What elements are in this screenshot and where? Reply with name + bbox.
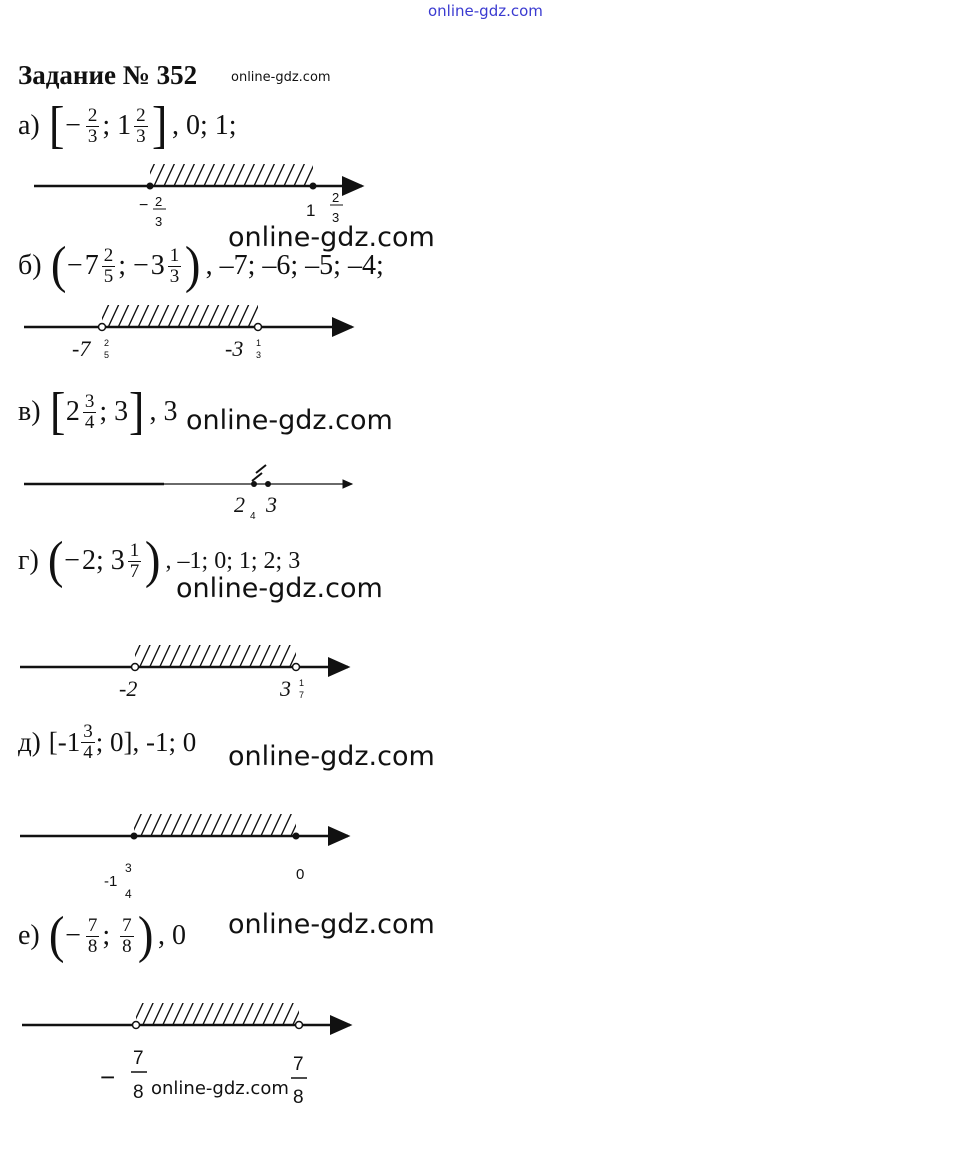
axis-b-right-whole: -3	[225, 336, 244, 361]
right-whole: 3	[114, 396, 129, 427]
axis-d-right-whole: 3	[280, 676, 291, 701]
closed-point-left	[131, 833, 138, 840]
axis-b-right-num: 1	[256, 338, 262, 348]
right-whole: 1	[117, 110, 132, 141]
close-bracket: )	[137, 907, 154, 964]
open-point-right	[293, 664, 300, 671]
left-sign: −	[64, 545, 80, 576]
task-c-label: в)	[18, 396, 41, 427]
right-fraction: $\frac{2}{3}$	[136, 104, 146, 147]
axis-e-left-den: 4	[125, 887, 132, 901]
axis-a-left-sign: −	[139, 197, 149, 214]
axis-a-right-num: 2	[332, 190, 340, 205]
watermark-f-axis: online-gdz.com	[151, 1078, 289, 1099]
open-bracket: (	[47, 532, 64, 589]
left-fraction: $\frac{3}{4}$	[83, 721, 93, 763]
left-text: [-1	[48, 726, 81, 757]
left-sign: −	[66, 250, 83, 281]
right-whole: 3	[110, 545, 125, 576]
watermark-d: online-gdz.com	[176, 573, 383, 604]
number-line-f	[22, 1003, 350, 1108]
watermark-e: online-gdz.com	[228, 741, 435, 772]
axis-d-right-den: 7	[299, 690, 305, 700]
axis-f-right-num: 7	[293, 1054, 304, 1075]
closed-point-right	[310, 183, 317, 190]
axis-f-left-den: 8	[133, 1082, 144, 1103]
axis-f-right-den: 8	[293, 1087, 304, 1108]
right-fraction: $\frac{7}{8}$	[122, 914, 132, 957]
task-f-expression: е) ( − $\frac{7}{8}$ ; $\frac{7}{8}$ ) , 0	[18, 907, 186, 964]
axis-e-left-whole: -1	[104, 873, 118, 890]
axis-a-left-den: 3	[155, 214, 163, 229]
right-fraction: $\frac{1}{7}$	[129, 539, 140, 582]
close-bracket: ]	[129, 383, 145, 440]
watermark-a: online-gdz.com	[228, 222, 435, 253]
left-fraction: $\frac{3}{4}$	[84, 390, 95, 433]
hatched-region	[135, 645, 296, 667]
axis-c-left-sub: 4	[250, 511, 256, 522]
task-d-label: г)	[18, 545, 39, 576]
task-a-integers: , 0; 1;	[172, 110, 237, 141]
task-d-integers: , –1; 0; 1; 2; 3	[165, 547, 301, 574]
title-watermark: online-gdz.com	[231, 70, 331, 85]
left-whole: 2	[81, 545, 96, 576]
hatched-region	[150, 164, 313, 186]
watermark-f: online-gdz.com	[228, 909, 435, 940]
close-bracket: ]	[151, 97, 168, 154]
left-sign: −	[65, 920, 81, 951]
open-point-left	[132, 664, 139, 671]
number-line-b	[24, 305, 352, 361]
open-point-left	[133, 1022, 140, 1029]
axis-a-right-whole: 1	[306, 201, 316, 220]
axis-b-left-den: 5	[104, 350, 110, 360]
closed-point-right	[265, 481, 271, 487]
axis-f-left-num: 7	[133, 1048, 144, 1069]
axis-f-left-sign: −	[100, 1062, 116, 1092]
open-bracket: (	[48, 907, 65, 964]
task-a-expression: а) [ − $\frac{2}{3}$ ; 1 $\frac{2}{3}$ ] , 0; 1;	[18, 97, 237, 154]
right-text: ; 0], -1; 0	[95, 726, 197, 757]
axis-d-left-whole: -2	[119, 676, 138, 701]
axis-c-right-whole: 3	[266, 492, 277, 517]
open-point-left	[99, 324, 106, 331]
closed-point-left	[147, 183, 154, 190]
left-sign: −	[65, 110, 81, 141]
task-b-integers: , –7; –6; –5; –4;	[205, 250, 384, 281]
watermark-c: online-gdz.com	[186, 405, 393, 436]
axis-b-left-num: 2	[104, 338, 110, 348]
task-d-expression: г) ( − 2 ; 3 $\frac{1}{7}$ ) , –1; 0; 1; 2; 3	[18, 532, 301, 589]
task-c-integers: , 3	[149, 396, 178, 427]
right-whole: 3	[150, 250, 165, 281]
close-bracket: )	[185, 237, 201, 294]
task-b-expression: б) ( − 7 $\frac{2}{5}$ ; − 3 $\frac{1}{3}$ ) , –7; –6; –5; –4;	[18, 237, 384, 294]
axis-c-left-whole: 2	[234, 492, 245, 517]
left-fraction: $\frac{7}{8}$	[87, 914, 98, 957]
right-fraction: $\frac{1}{3}$	[169, 244, 180, 287]
task-title: Задание № 352	[18, 60, 198, 90]
axis-a-right-den: 3	[332, 210, 340, 225]
axis-e-right-whole: 0	[296, 866, 305, 883]
axis-b-left-whole: -7	[72, 336, 91, 361]
open-bracket: [	[49, 383, 66, 440]
task-c-expression: в) [ 2 $\frac{3}{4}$ ; 3 ] , 3	[18, 383, 178, 440]
left-whole: 7	[84, 250, 99, 281]
axis-b-right-den: 3	[256, 350, 262, 360]
task-f-integers: , 0	[158, 920, 186, 951]
open-bracket: [	[48, 97, 65, 154]
right-sign: −	[132, 250, 149, 281]
number-line-e	[20, 814, 348, 901]
close-bracket: )	[145, 532, 161, 589]
task-b-label: б)	[18, 250, 42, 281]
number-line-c	[24, 465, 352, 522]
task-f-label: е)	[18, 920, 40, 951]
number-line-a	[34, 164, 362, 229]
open-point-right	[296, 1022, 303, 1029]
hatched-region	[102, 305, 258, 327]
open-point-right	[255, 324, 262, 331]
left-whole: 2	[65, 396, 80, 427]
top-watermark: online-gdz.com	[428, 2, 543, 20]
axis-a-left-num: 2	[155, 194, 163, 209]
closed-point-left	[251, 481, 257, 487]
task-e-label: д)	[18, 726, 41, 757]
task-a-label: а)	[18, 110, 40, 141]
left-fraction: $\frac{2}{5}$	[103, 244, 114, 287]
closed-point-right	[293, 833, 300, 840]
hatched-region	[136, 1003, 299, 1025]
left-fraction: $\frac{2}{3}$	[87, 104, 98, 147]
hatched-region	[134, 814, 296, 836]
number-line-d	[20, 645, 348, 701]
open-bracket: (	[50, 237, 67, 294]
axis-d-right-num: 1	[299, 678, 305, 688]
axis-e-left-num: 3	[125, 861, 132, 875]
